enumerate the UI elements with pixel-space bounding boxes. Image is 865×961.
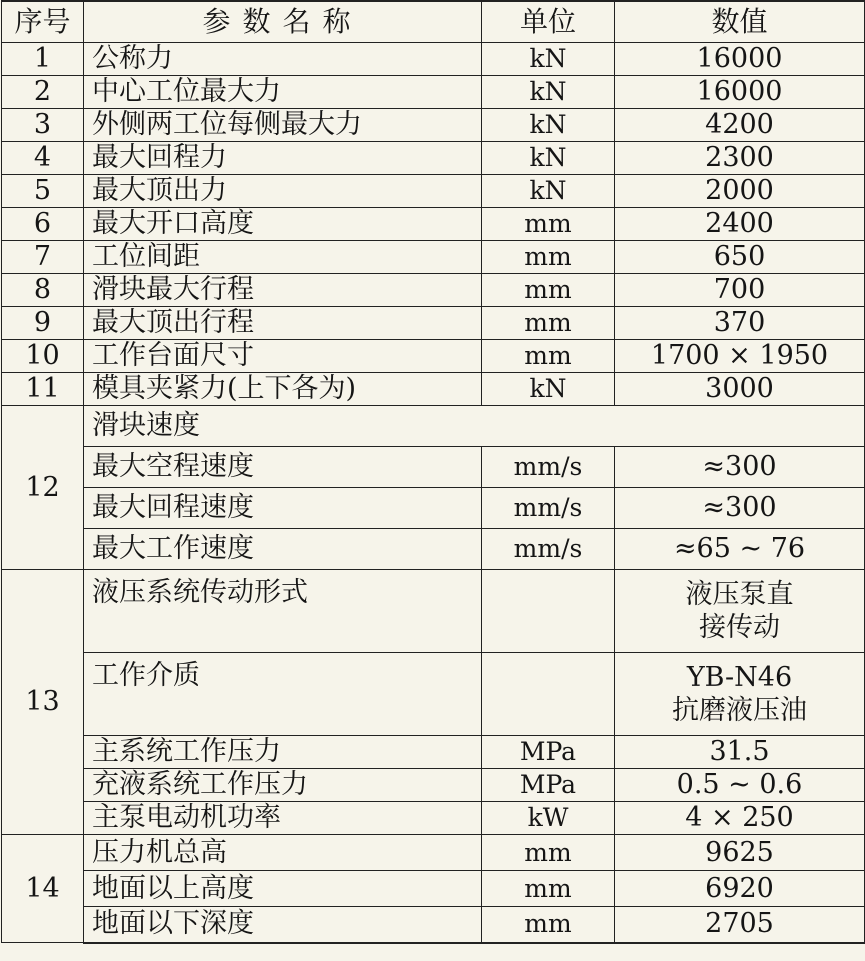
group-13-no: 13 xyxy=(2,570,84,835)
row-value: 2400 xyxy=(615,208,865,241)
row-name: 主泵电动机功率 xyxy=(84,802,482,835)
row-value-line1: YB-N46 xyxy=(686,662,793,693)
table-row xyxy=(2,307,865,340)
group-12-title: 滑块速度 xyxy=(84,406,865,447)
table-row xyxy=(2,208,865,241)
row-value: 31.5 xyxy=(615,736,865,769)
table-row xyxy=(2,653,865,736)
row-unit: kN xyxy=(482,76,615,109)
press-spec-table xyxy=(1,0,865,944)
row-name: 压力机总高 xyxy=(84,835,482,871)
table-row xyxy=(2,241,865,274)
row-value-line2: 抗磨液压油 xyxy=(672,695,807,726)
row-no: 4 xyxy=(2,142,84,175)
table-row xyxy=(2,43,865,76)
row-unit: kN xyxy=(482,43,615,76)
row-no: 7 xyxy=(2,241,84,274)
row-value-line1: 液压泵直 xyxy=(685,579,794,610)
row-value: ≈300 xyxy=(615,488,865,529)
row-unit xyxy=(482,653,615,736)
row-name: 充液系统工作压力 xyxy=(84,769,482,802)
row-unit: MPa xyxy=(482,769,615,802)
row-value: 6920 xyxy=(615,871,865,907)
row-unit: kN xyxy=(482,109,615,142)
row-value: 16000 xyxy=(615,76,865,109)
row-value: 700 xyxy=(615,274,865,307)
row-name: 工作介质 xyxy=(84,653,482,736)
row-unit: mm xyxy=(482,208,615,241)
row-no: 3 xyxy=(2,109,84,142)
table-row xyxy=(2,175,865,208)
row-no: 6 xyxy=(2,208,84,241)
row-value: 4200 xyxy=(615,109,865,142)
row-no: 2 xyxy=(2,76,84,109)
row-unit: MPa xyxy=(482,736,615,769)
row-value: 650 xyxy=(615,241,865,274)
table-row xyxy=(2,529,865,570)
row-value xyxy=(615,570,865,653)
row-unit xyxy=(482,570,615,653)
row-name: 最大顶出力 xyxy=(84,175,482,208)
row-name: 最大回程速度 xyxy=(84,488,482,529)
table-row xyxy=(2,447,865,488)
row-name: 工作台面尺寸 xyxy=(84,340,482,373)
row-name: 液压系统传动形式 xyxy=(84,570,482,653)
row-name: 最大回程力 xyxy=(84,142,482,175)
header-no: 序号 xyxy=(2,1,84,43)
row-name: 主系统工作压力 xyxy=(84,736,482,769)
row-unit: mm xyxy=(482,307,615,340)
row-name: 模具夹紧力(上下各为) xyxy=(84,373,482,406)
row-name: 地面以上高度 xyxy=(84,871,482,907)
row-unit: kN xyxy=(482,175,615,208)
row-unit: mm xyxy=(482,871,615,907)
row-unit: mm xyxy=(482,340,615,373)
table-row xyxy=(2,835,865,871)
row-name: 滑块最大行程 xyxy=(84,274,482,307)
table-row xyxy=(2,76,865,109)
table-row xyxy=(2,570,865,653)
row-no: 9 xyxy=(2,307,84,340)
row-unit: mm/s xyxy=(482,488,615,529)
row-unit: mm/s xyxy=(482,447,615,488)
table-row xyxy=(2,142,865,175)
row-no: 10 xyxy=(2,340,84,373)
row-value: 2000 xyxy=(615,175,865,208)
row-unit: mm xyxy=(482,835,615,871)
row-value xyxy=(615,653,865,736)
group-12-no: 12 xyxy=(2,406,84,570)
row-name: 地面以下深度 xyxy=(84,907,482,943)
header-value: 数值 xyxy=(615,1,865,43)
row-value: 4 × 250 xyxy=(615,802,865,835)
table-row xyxy=(2,340,865,373)
table-row xyxy=(2,488,865,529)
header-name: 参数名称 xyxy=(84,1,482,43)
header-unit: 单位 xyxy=(482,1,615,43)
row-value: 1700 × 1950 xyxy=(615,340,865,373)
row-name: 外侧两工位每侧最大力 xyxy=(84,109,482,142)
row-value: 0.5 ~ 0.6 xyxy=(615,769,865,802)
row-value: 2300 xyxy=(615,142,865,175)
row-value: ≈300 xyxy=(615,447,865,488)
row-value: 16000 xyxy=(615,43,865,76)
row-value: ≈65 ~ 76 xyxy=(615,529,865,570)
row-value-line2: 接传动 xyxy=(699,612,780,643)
table-row xyxy=(2,769,865,802)
row-name: 最大开口高度 xyxy=(84,208,482,241)
table-header-row xyxy=(2,1,865,43)
row-value: 9625 xyxy=(615,835,865,871)
row-no: 5 xyxy=(2,175,84,208)
row-unit: kW xyxy=(482,802,615,835)
row-unit: mm xyxy=(482,241,615,274)
row-unit: kN xyxy=(482,373,615,406)
group-12-title-row xyxy=(2,406,865,447)
table-row xyxy=(2,871,865,907)
row-no: 8 xyxy=(2,274,84,307)
row-unit: mm xyxy=(482,907,615,943)
row-name: 公称力 xyxy=(84,43,482,76)
row-value: 2705 xyxy=(615,907,865,943)
row-unit: mm/s xyxy=(482,529,615,570)
row-name: 中心工位最大力 xyxy=(84,76,482,109)
table-row xyxy=(2,109,865,142)
row-name: 最大空程速度 xyxy=(84,447,482,488)
table-row xyxy=(2,274,865,307)
group-14-no: 14 xyxy=(2,835,84,943)
row-value: 3000 xyxy=(615,373,865,406)
table-row xyxy=(2,373,865,406)
row-value: 370 xyxy=(615,307,865,340)
row-no: 1 xyxy=(2,43,84,76)
row-unit: kN xyxy=(482,142,615,175)
row-name: 工位间距 xyxy=(84,241,482,274)
row-name: 最大顶出行程 xyxy=(84,307,482,340)
row-name: 最大工作速度 xyxy=(84,529,482,570)
table-row xyxy=(2,802,865,835)
row-unit: mm xyxy=(482,274,615,307)
row-no: 11 xyxy=(2,373,84,406)
table-row xyxy=(2,907,865,943)
table-row xyxy=(2,736,865,769)
